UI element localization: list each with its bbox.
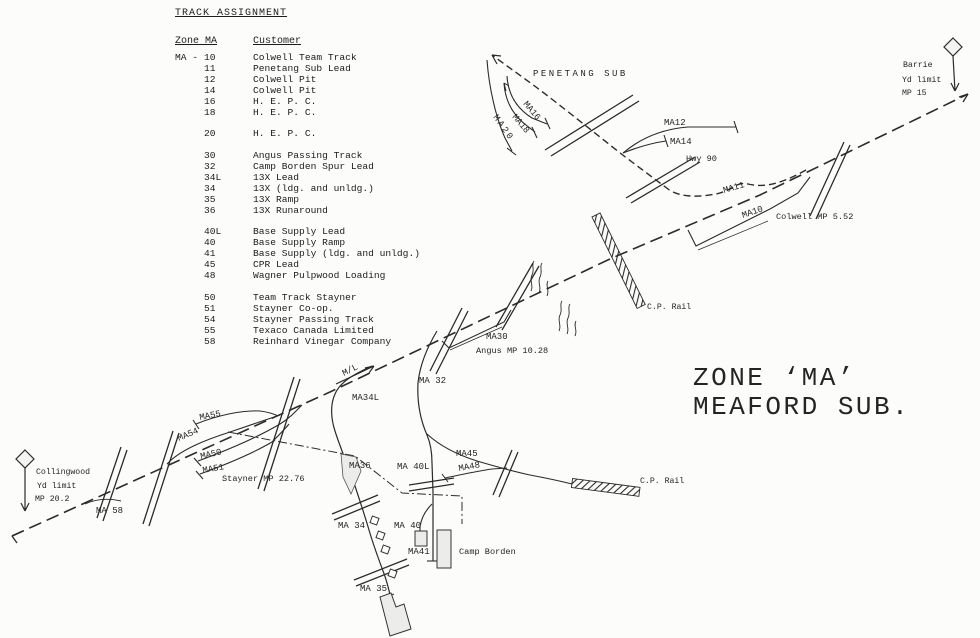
track-row: [175, 206, 455, 217]
road-crossing-ma34-south: [354, 559, 409, 586]
zone-prefix: [175, 86, 204, 97]
customer-name: 13X Ramp: [253, 193, 300, 205]
zone-number: 34L: [204, 171, 222, 183]
ma45-track: [427, 434, 572, 484]
zone-number: 34: [204, 182, 216, 194]
ma36-ramp-area: [341, 454, 361, 494]
zone-prefix: [175, 184, 204, 195]
ma14-label: MA14: [670, 137, 692, 147]
customer-name: Colwell Pit: [253, 73, 317, 85]
hwy90-label: Hwy 90: [686, 154, 717, 164]
ma58-label: MA 58: [96, 506, 124, 516]
track-row: [175, 326, 455, 337]
ma50-label: MA50: [199, 447, 223, 462]
barrie-yard-limit-symbol: [944, 38, 962, 91]
zone-number: 10: [204, 52, 216, 63]
ma20-label: MA20: [490, 112, 516, 143]
customer-name: Camp Borden Spur Lead: [253, 161, 374, 173]
penetang-sub-arrow: [492, 55, 501, 64]
zone-prefix: [175, 108, 204, 119]
customer-name: Stayner Passing Track: [253, 313, 374, 325]
zone-prefix: [175, 249, 204, 260]
customer-name: Base Supply Ramp: [253, 237, 346, 249]
main-line-label: M/L: [340, 362, 360, 379]
zone-prefix: [175, 326, 204, 337]
zone-prefix: MA -: [175, 52, 199, 63]
ma40-spur-track: [420, 504, 432, 531]
ma14-track: [623, 141, 666, 153]
zone-number: 50: [204, 291, 216, 303]
collingwood-name-label: Collingwood: [36, 468, 91, 477]
zone-number: 18: [204, 106, 216, 118]
zone-number: 16: [204, 95, 216, 107]
cp-rail-interchange-band: [571, 479, 640, 497]
zone-number: 40: [204, 237, 216, 249]
ma10-label: MA10: [740, 204, 765, 221]
customer-name: CPR Lead: [253, 259, 300, 271]
zone-number: 48: [204, 270, 216, 282]
zone-prefix: [175, 206, 204, 217]
zone-number: 55: [204, 324, 216, 336]
zone-prefix: [175, 129, 204, 140]
track-table-rows: [175, 53, 455, 347]
ma40l-label: MA 40L: [397, 462, 430, 472]
stayner-mp-label: Stayner MP 22.76: [222, 474, 305, 484]
customer-name: Reinhard Vinegar Company: [253, 335, 392, 347]
ma54-label: MA54: [176, 426, 201, 444]
zone-prefix: [175, 337, 204, 348]
cp-rail-east-label: C.P. Rail: [640, 477, 685, 486]
zone-title-line1: ZONE ‘MA’: [693, 363, 856, 393]
zone-prefix: [175, 315, 204, 326]
customer-name: Team Track Stayner: [253, 291, 357, 303]
ma55-label: MA55: [198, 409, 222, 423]
zone-prefix: [175, 97, 204, 108]
ma32-label: MA 32: [419, 376, 447, 386]
zone-prefix: [175, 293, 204, 304]
column-header-zone: Zone MA: [175, 36, 218, 47]
ma51-label: MA51: [201, 462, 225, 476]
ma36-label: MA36: [349, 461, 371, 471]
ma30-label: MA30: [486, 332, 508, 342]
column-header-customer: Customer: [253, 36, 302, 47]
penetang-sub-label: PENETANG SUB: [533, 69, 628, 79]
customer-name: Angus Passing Track: [253, 150, 363, 162]
customer-name: Base Supply (ldg. and unldg.): [253, 248, 420, 260]
ma34l-label: MA34L: [352, 393, 380, 403]
zone-prefix: [175, 151, 204, 162]
ma50-end-tick: [194, 458, 201, 466]
track-assignment-table: [175, 8, 455, 347]
track-row: [175, 108, 455, 119]
customer-name: Colwell Team Track: [253, 52, 357, 63]
ma18-end-tick: [532, 127, 537, 138]
zone-number: 35: [204, 193, 216, 205]
ma48-label: MA48: [457, 460, 481, 474]
table-title: TRACK ASSIGNMENT: [175, 8, 288, 19]
ma40-building: [415, 531, 427, 546]
main-line-arrow-sw: [12, 532, 21, 543]
track-row: [175, 86, 455, 97]
customer-name: 13X (ldg. and unldg.): [253, 182, 374, 194]
zone-title-line2: MEAFORD SUB.: [693, 392, 911, 422]
zone-prefix: [175, 271, 204, 282]
ma45-label: MA45: [456, 449, 478, 459]
ma12-label: MA12: [664, 118, 686, 128]
customer-name: Wagner Pulpwood Loading: [253, 270, 386, 282]
zone-number: 30: [204, 150, 216, 162]
customer-name: Texaco Canada Limited: [253, 324, 374, 336]
customer-name: Colwell Pit: [253, 84, 317, 96]
track-row: [175, 129, 455, 140]
collingwood-mp-label: MP 20.2: [35, 495, 70, 504]
road-crossing-ma45: [493, 450, 518, 497]
customer-name: H. E. P. C.: [253, 128, 317, 140]
barrie-yd-limit-label: Yd limit: [902, 76, 942, 85]
zone-number: 45: [204, 259, 216, 271]
camp-borden-label: Camp Borden: [459, 547, 516, 557]
cp-rail-crossing-band: [592, 213, 645, 308]
zone-number: 40L: [204, 226, 222, 238]
customer-name: Base Supply Lead: [253, 226, 346, 238]
zone-number: 58: [204, 335, 216, 347]
road-crossing-penetang-north: [545, 95, 639, 156]
zone-prefix: [175, 304, 204, 315]
barrie-mp-label: MP 15: [902, 89, 927, 98]
cp-rail-north-label: C.P. Rail: [647, 303, 692, 312]
zone-number: 36: [204, 204, 216, 216]
track-row: [175, 184, 455, 195]
customer-name: H. E. P. C.: [253, 95, 317, 107]
zone-number: 54: [204, 313, 216, 325]
zone-prefix: [175, 238, 204, 249]
ma35-label: MA 35: [360, 584, 388, 594]
camp-borden-building: [437, 530, 451, 568]
zone-prefix: [175, 162, 204, 173]
ma35-building: [380, 593, 411, 636]
creek-symbol: [531, 261, 576, 336]
track-row: [175, 337, 455, 348]
zone-number: 51: [204, 302, 216, 314]
zone-number: 12: [204, 73, 216, 85]
customer-name: Stayner Co-op.: [253, 302, 334, 314]
ma40-label: MA 40: [394, 521, 422, 531]
track-row: [175, 249, 455, 260]
zone-prefix: [175, 195, 204, 206]
ma10-label-leader: [698, 221, 768, 250]
customer-name: H. E. P. C.: [253, 106, 317, 118]
customer-name: 13X Runaround: [253, 204, 328, 216]
zone-prefix: [175, 75, 204, 86]
zone-prefix: [175, 173, 204, 184]
zone-number: 20: [204, 128, 216, 140]
zone-number: 11: [204, 62, 216, 74]
zone-number: 41: [204, 248, 216, 260]
track-row: [175, 271, 455, 282]
collingwood-yard-limit-symbol: [16, 450, 34, 511]
track-row: [175, 97, 455, 108]
ma11-label: MA11: [722, 180, 746, 196]
ma34-label: MA 34: [338, 521, 366, 531]
colwell-mp-label: Colwell MP 5.52: [776, 212, 854, 222]
customer-name: 13X Lead: [253, 171, 300, 183]
ma16-label: MA16: [520, 99, 543, 123]
collingwood-yd-limit-label: Yd limit: [37, 482, 77, 491]
zone-number: 32: [204, 161, 216, 173]
zone-prefix: [175, 227, 204, 238]
angus-mp-label: Angus MP 10.28: [476, 346, 549, 356]
road-crossing-west-2: [143, 431, 179, 526]
road-crossing-ma40l: [409, 478, 454, 491]
zone-number: 14: [204, 84, 216, 96]
ma41-label: MA41: [408, 547, 430, 557]
barrie-name-label: Barrie: [903, 61, 933, 70]
zone-prefix: [175, 260, 204, 271]
table-header: [175, 36, 455, 47]
customer-name: Penetang Sub Lead: [253, 62, 351, 74]
ma18-label: MA18: [509, 112, 532, 136]
zone-prefix: [175, 64, 204, 75]
track-row: [175, 315, 455, 326]
main-line-arrow-ne: [959, 94, 968, 102]
